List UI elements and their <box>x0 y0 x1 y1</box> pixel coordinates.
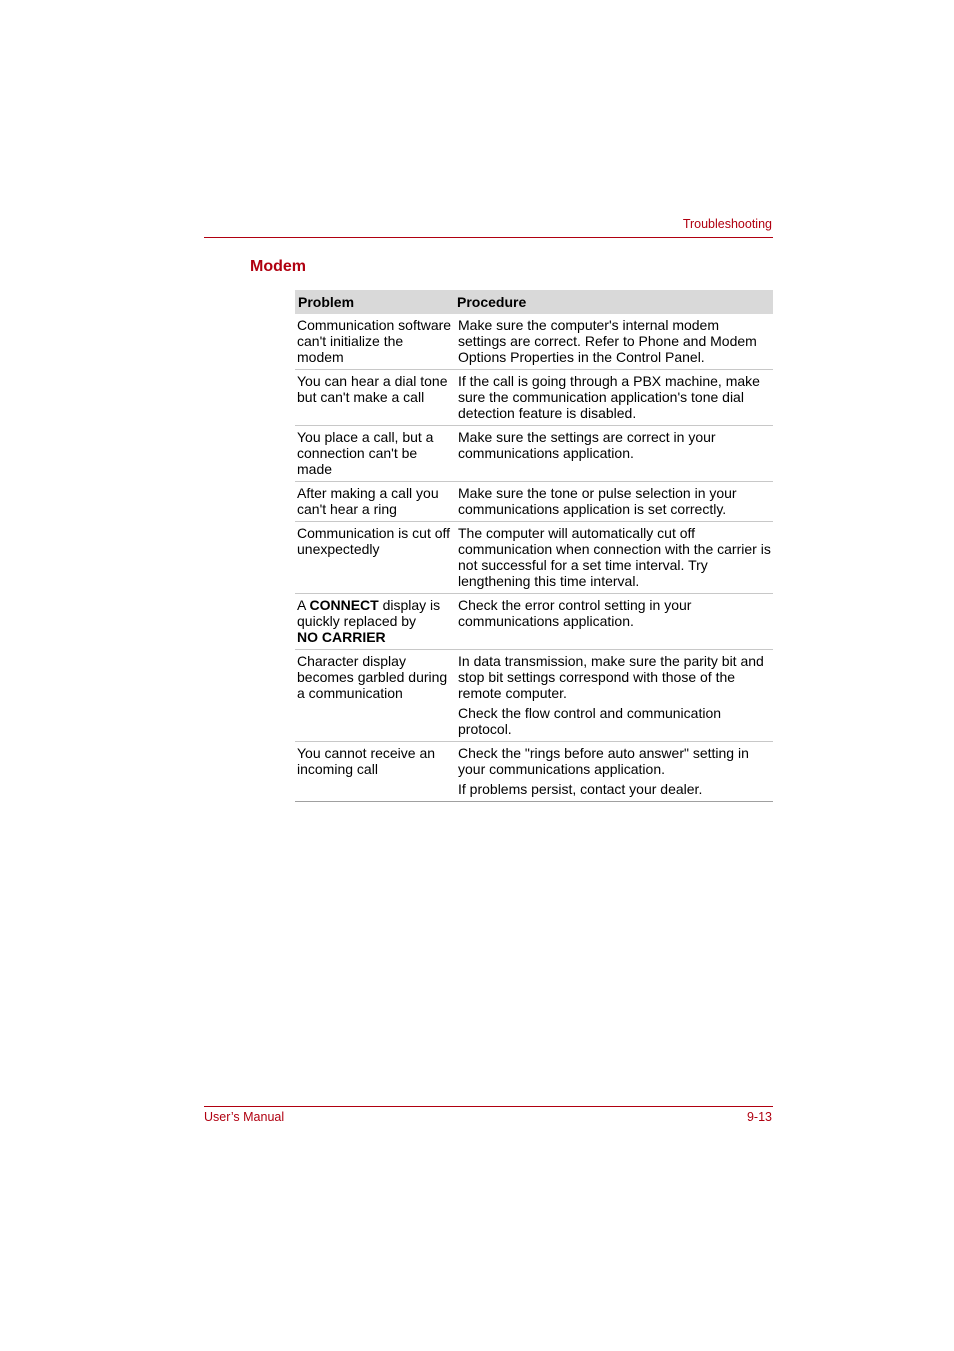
procedure-cell <box>454 314 773 370</box>
procedure-text: If the call is going through a PBX machine, make sure the communication application's tone dial detection feature is disabled. <box>458 373 760 421</box>
procedure-text: The computer will automatically cut off communication when connection with the carrier is not successful for a set time interval. Try lengthening this time interval. <box>458 525 771 589</box>
troubleshooting-table <box>295 290 773 802</box>
header-divider <box>204 237 773 238</box>
procedure-text: Check the "rings before auto answer" setting in your communications application. <box>458 745 749 777</box>
problem-text-prefix: A <box>297 597 310 613</box>
table-row <box>295 370 773 426</box>
procedure-cell <box>454 594 773 650</box>
problem-cell: Character display becomes garbled during a communication <box>295 650 454 742</box>
procedure-text: If problems persist, contact your dealer. <box>458 781 703 797</box>
procedure-text: Make sure the computer's internal modem settings are correct. Refer to Phone and Modem Options Properties in the Control Panel. <box>458 317 757 365</box>
table-row <box>295 742 773 802</box>
table-row <box>295 594 773 650</box>
procedure-cell <box>454 742 773 802</box>
no-carrier-keyword: NO CARRIER <box>297 629 386 645</box>
procedure-text: Check the flow control and communication protocol. <box>458 705 722 737</box>
column-header-procedure: Procedure <box>454 290 773 314</box>
problem-cell <box>295 594 454 650</box>
table-row <box>295 522 773 594</box>
problem-text-middle: display is quickly replaced by <box>297 597 441 629</box>
table-row <box>295 314 773 370</box>
procedure-text: Make sure the tone or pulse selection in your communications application is set correctly. <box>458 485 737 517</box>
footer-manual-title: User’s Manual <box>204 1110 285 1124</box>
page-number: 9-13 <box>746 1110 772 1124</box>
table-row <box>295 426 773 482</box>
table-header-row <box>295 290 773 314</box>
section-title: Modem <box>250 258 306 275</box>
procedure-cell <box>454 650 773 742</box>
column-header-problem: Problem <box>295 290 454 314</box>
procedure-text: In data transmission, make sure the parity bit and stop bit settings correspond with those of the remote computer. <box>458 653 764 701</box>
table-row <box>295 650 773 742</box>
procedure-cell <box>454 370 773 426</box>
problem-cell: You place a call, but a connection can't be made <box>295 426 454 482</box>
problem-cell: After making a call you can't hear a ring <box>295 482 454 522</box>
procedure-text: Check the error control setting in your communications application. <box>458 597 692 629</box>
problem-cell: Communication software can't initialize the modem <box>295 314 454 370</box>
footer-divider <box>204 1106 773 1107</box>
procedure-cell <box>454 482 773 522</box>
procedure-text: Make sure the settings are correct in your communications application. <box>458 429 716 461</box>
connect-keyword: CONNECT <box>309 597 379 613</box>
table-row <box>295 482 773 522</box>
problem-cell: You can hear a dial tone but can't make a call <box>295 370 454 426</box>
procedure-cell <box>454 426 773 482</box>
chapter-header: Troubleshooting <box>682 217 772 231</box>
problem-cell: You cannot receive an incoming call <box>295 742 454 802</box>
problem-cell: Communication is cut off unexpectedly <box>295 522 454 594</box>
procedure-cell <box>454 522 773 594</box>
